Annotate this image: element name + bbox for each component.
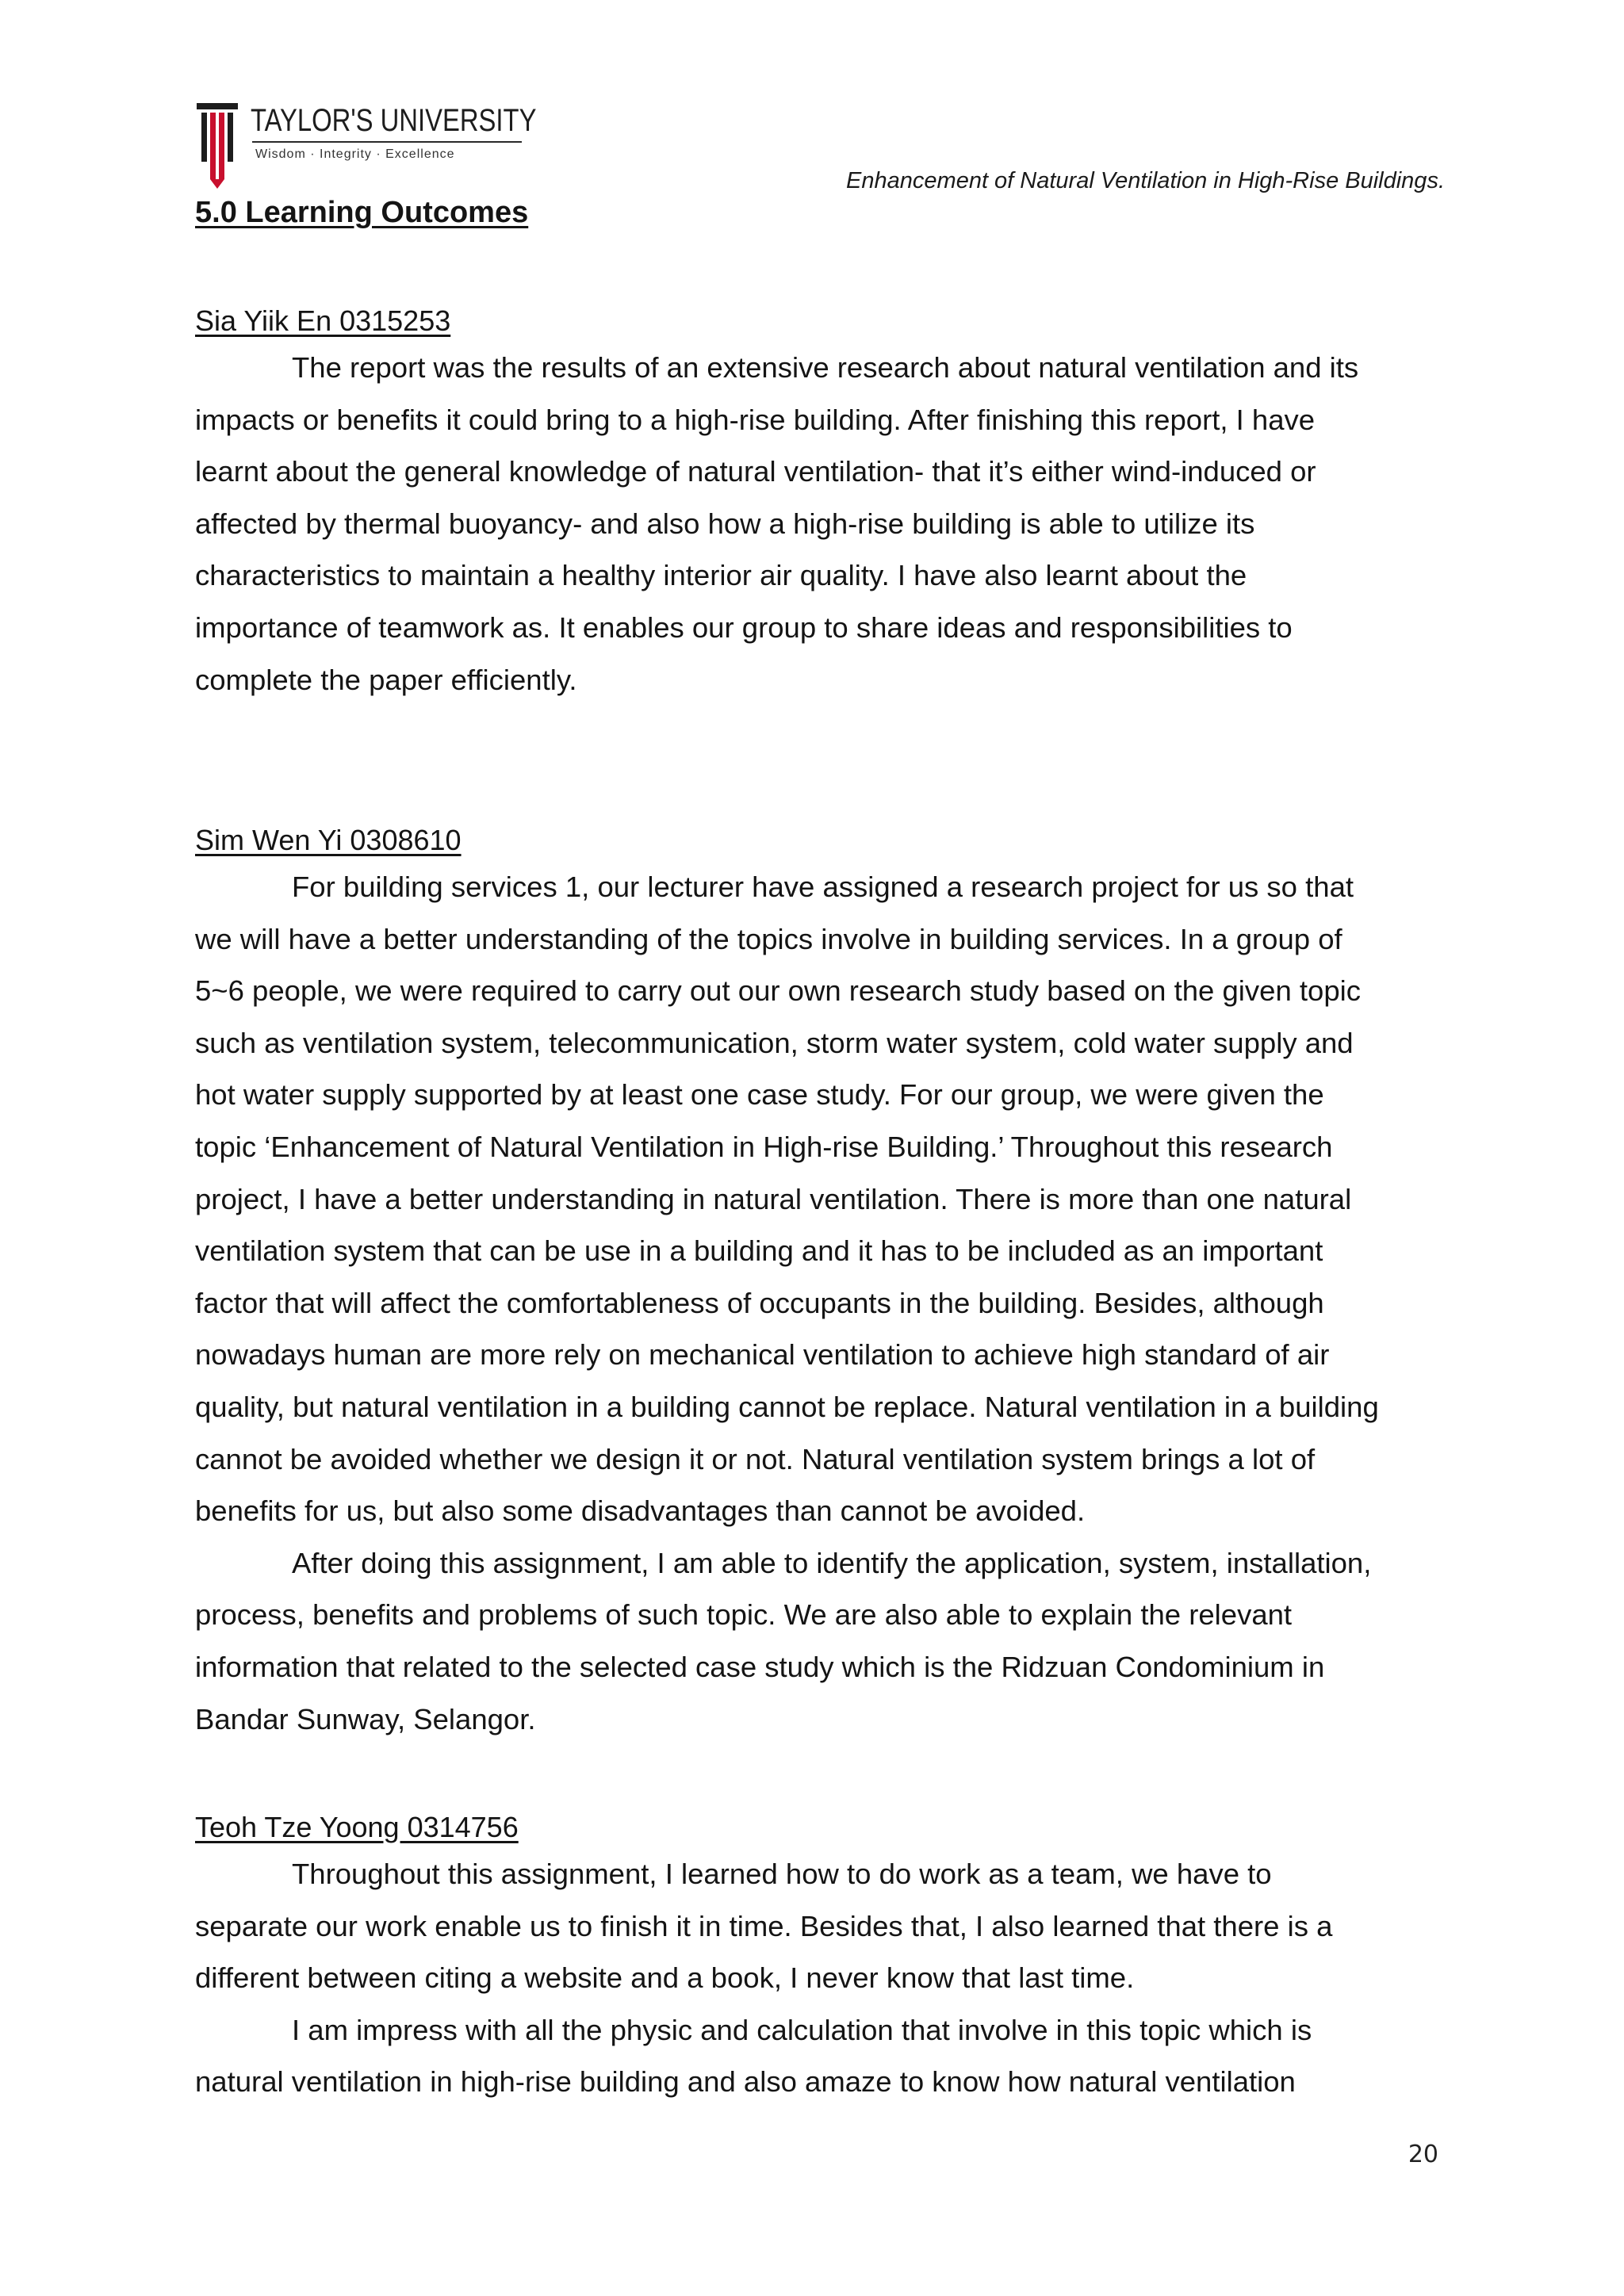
university-crest-icon [195,101,243,190]
text-line: affected by thermal buoyancy- and also how a high-rise building is able to utilize its [195,507,1255,540]
paragraph [195,861,1448,1537]
text-line: The report was the results of an extensive research about natural ventilation and its [292,351,1359,384]
logo-name: TAYLOR'S UNIVERSITY [251,103,537,138]
text-line: cannot be avoided whether we design it or not. Natural ventilation system brings a lot of [195,1442,1316,1475]
text-line: For building services 1, our lecturer have assigned a research project for us so that [292,871,1354,903]
text-line: project, I have a better understanding in natural ventilation. There is more than one natural [195,1182,1352,1215]
section-title: 5.0 Learning Outcomes [195,196,529,229]
text-line: After doing this assignment, I am able to identify the application, system, installation, [292,1546,1372,1579]
text-line: Bandar Sunway, Selangor. [195,1702,536,1735]
text-line: importance of teamwork as. It enables our group to share ideas and responsibilities to [195,610,1293,644]
logo-tagline: Wisdom · Integrity · Excellence [255,147,455,161]
text-line: benefits for us, but also some disadvantages than cannot be avoided. [195,1494,1086,1528]
text-line: such as ventilation system, telecommunication, storm water system, cold water supply and [195,1026,1354,1059]
author-name: Teoh Tze Yoong 0314756 [195,1811,519,1843]
paragraph [195,2004,1448,2108]
paragraph [195,342,1448,706]
text-line: quality, but natural ventilation in a building cannot be replace. Natural ventilation in a building [195,1390,1379,1423]
entry-sia-yiik-en [195,305,1448,706]
page-number: 20 [1408,2141,1438,2168]
text-line: complete the paper efficiently. [195,663,577,696]
university-logo [195,101,537,190]
text-line: process, benefits and problems of such topic. We are also able to explain the relevant [195,1598,1293,1632]
author-name: Sim Wen Yi 0308610 [195,824,462,856]
text-line: we will have a better understanding of the topics involve in building services. In a group of [195,922,1342,955]
text-line: 5~6 people, we were required to carry out our own research study based on the given topic [195,974,1361,1008]
logo-divider [252,141,522,143]
running-header: Enhancement of Natural Ventilation in High-Rise Buildings. [846,168,1445,193]
text-line: topic ‘Enhancement of Natural Ventilation in High-rise Building.’ Throughout this research [195,1130,1333,1163]
text-line: information that related to the selected case study which is the Ridzuan Condominium in [195,1650,1325,1683]
entry-teoh-tze-yoong [195,1812,1448,2108]
text-line: ventilation system that can be use in a building and it has to be included as an important [195,1234,1323,1268]
text-line: different between citing a website and a book, I never know that last time. [195,1961,1135,1995]
text-line: learnt about the general knowledge of natural ventilation- that it’s either wind-induced or [195,455,1316,488]
author-name: Sia Yiik En 0315253 [195,304,451,337]
text-line: impacts or benefits it could bring to a high-rise building. After finishing this report, I have [195,403,1316,436]
text-line: nowadays human are more rely on mechanical ventilation to achieve high standard of air [195,1338,1330,1372]
text-line: factor that will affect the comfortableness of occupants in the building. Besides, although [195,1286,1324,1319]
text-line: hot water supply supported by at least one case study. For our group, we were given the [195,1078,1324,1112]
entry-sim-wen-yi [195,825,1448,1745]
text-line: characteristics to maintain a healthy interior air quality. I have also learnt about the [195,559,1247,592]
paragraph [195,1537,1448,1745]
text-line: Throughout this assignment, I learned how to do work as a team, we have to [292,1858,1272,1890]
text-line: separate our work enable us to finish it in time. Besides that, I also learned that there is a [195,1909,1333,1942]
text-line: natural ventilation in high-rise building and also amaze to know how natural ventilation [195,2065,1296,2099]
paragraph [195,1848,1448,2004]
text-line: I am impress with all the physic and calculation that involve in this topic which is [292,2013,1312,2046]
